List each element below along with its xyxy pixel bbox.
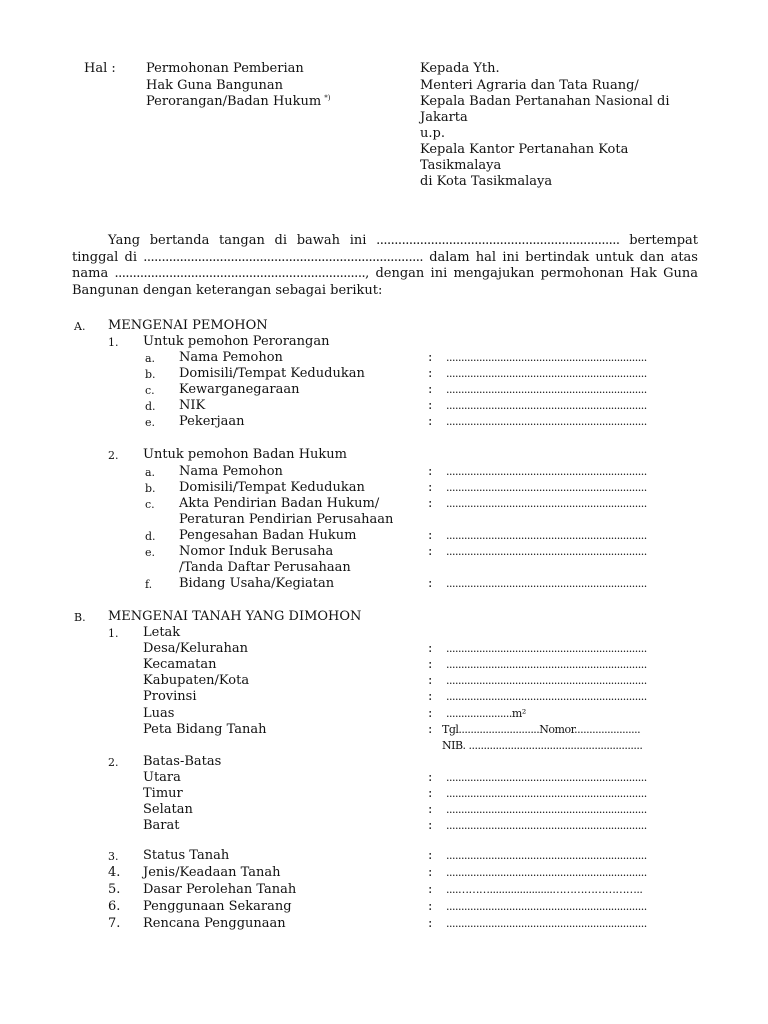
a2-number: 2. [108, 449, 119, 462]
field-dots: ....……….....................…………………….. [446, 883, 643, 896]
b3-label: Status Tanah [143, 848, 230, 863]
b4-label: Jenis/Keadaan Tanah [143, 865, 281, 880]
colon: : [428, 528, 433, 543]
a1-item-letter: c. [145, 384, 155, 397]
a1-item-label: Domisili/Tempat Kedudukan [179, 366, 365, 381]
field-dots: ................................................................... [446, 803, 647, 816]
luas-label: Luas [143, 706, 175, 721]
a2-item-label: Nama Pemohon [179, 464, 283, 479]
b1-item-label: Provinsi [143, 689, 197, 704]
b2-item-label: Utara [143, 770, 181, 785]
colon: : [428, 544, 433, 559]
intro-text-1: Yang bertanda tangan di bawah ini [108, 233, 367, 248]
peta-label: Peta Bidang Tanah [143, 722, 267, 737]
a2-item-letter: b. [145, 482, 156, 495]
intro-paragraph [72, 233, 698, 299]
recipient-line-6: Kepala Kantor Pertanahan Kota [420, 142, 629, 157]
b1-item-label: Kecamatan [143, 657, 217, 672]
colon: : [428, 770, 433, 785]
colon: : [428, 722, 433, 737]
a2-item-label: Bidang Usaha/Kegiatan [179, 576, 335, 591]
a2-item-letter: a. [145, 466, 156, 479]
colon: : [428, 382, 433, 397]
a1-item-letter: d. [145, 400, 156, 413]
a2-item-label: Domisili/Tempat Kedudukan [179, 480, 365, 495]
a2-item-label-cont: /Tanda Daftar Perusahaan [179, 560, 351, 575]
b2-item-label: Barat [143, 818, 180, 833]
field-dots: ................................................................... [446, 577, 647, 590]
a2-title: Untuk pemohon Badan Hukum [143, 447, 347, 462]
nib-value: NIB. .......................................................... [442, 739, 643, 752]
b5-number: 5. [108, 882, 121, 897]
field-dots: ................................................................... [446, 497, 647, 510]
colon: : [428, 576, 433, 591]
field-dots: ................................................................... [446, 819, 647, 832]
field-dots: ................................................................... [446, 771, 647, 784]
subject-line-3-text: Perorangan/Badan Hukum [146, 94, 322, 109]
colon: : [428, 802, 433, 817]
colon: : [428, 689, 433, 704]
section-a-letter: A. [74, 320, 86, 333]
field-dots: ................................................................... [446, 465, 647, 478]
colon: : [428, 641, 433, 656]
a1-item-letter: e. [145, 416, 156, 429]
peta-value: Tgl...........................Nomor...................... [442, 723, 641, 736]
field-dots: ................................................................... [446, 917, 647, 930]
b1-title: Letak [143, 625, 181, 640]
recipient-line-2: Menteri Agraria dan Tata Ruang/ [420, 78, 639, 93]
b2-title: Batas-Batas [143, 754, 222, 769]
b5-label: Dasar Perolehan Tanah [143, 882, 297, 897]
field-dots: ................................................................... [446, 383, 647, 396]
b6-label: Penggunaan Sekarang [143, 899, 292, 914]
b3-number: 3. [108, 850, 119, 863]
colon: : [428, 480, 433, 495]
a1-item-letter: a. [145, 352, 156, 365]
field-dots: ................................................................... [446, 690, 647, 703]
intro-text-3: dalam hal ini bertindak untuk dan atas nama [72, 249, 698, 281]
subject-line-3 [146, 94, 330, 111]
luas-value: ......................m² [446, 707, 526, 720]
colon: : [428, 366, 433, 381]
section-b-letter: B. [74, 611, 86, 624]
subject-line-2: Hak Guna Bangunan [146, 78, 283, 93]
recipient-line-8: di Kota Tasikmalaya [420, 174, 553, 189]
colon: : [428, 848, 433, 863]
field-dots: ................................................................... [446, 481, 647, 494]
b2-number: 2. [108, 756, 119, 769]
recipient-line-1: Kepada Yth. [420, 61, 500, 76]
field-dots: ................................................................... [446, 399, 647, 412]
a1-item-label: Nama Pemohon [179, 350, 283, 365]
recipient-line-4: Jakarta [420, 110, 468, 125]
b7-label: Rencana Penggunaan [143, 916, 286, 931]
field-dots: ................................................................... [446, 900, 647, 913]
b6-number: 6. [108, 899, 121, 914]
colon: : [428, 496, 433, 511]
field-dots: ................................................................... [446, 529, 647, 542]
a2-item-label: Pengesahan Badan Hukum [179, 528, 357, 543]
section-a-title: MENGENAI PEMOHON [108, 318, 268, 333]
b1-item-label: Kabupaten/Kota [143, 673, 250, 688]
colon: : [428, 657, 433, 672]
colon: : [428, 865, 433, 880]
colon: : [428, 882, 433, 897]
a2-item-label: Nomor Induk Berusaha [179, 544, 334, 559]
a2-item-label: Akta Pendirian Badan Hukum/ [179, 496, 380, 511]
b1-item-label: Desa/Kelurahan [143, 641, 248, 656]
field-dots: ................................................................... [446, 674, 647, 687]
on-behalf-dots: ..................................................................... [114, 266, 366, 281]
address-dots: ............................................................................. [143, 249, 423, 265]
signer-name-dots: ................................................................... [376, 233, 620, 248]
a2-item-label-cont: Peraturan Pendirian Perusahaan [179, 512, 394, 527]
field-dots: ................................................................... [446, 367, 647, 380]
a2-item-letter: f. [145, 578, 153, 591]
colon: : [428, 899, 433, 914]
subject-line-1: Permohonan Pemberian [146, 61, 304, 76]
b7-number: 7. [108, 916, 121, 931]
field-dots: ................................................................... [446, 545, 647, 558]
b4-number: 4. [108, 865, 121, 880]
a2-item-letter: d. [145, 530, 156, 543]
b2-item-label: Selatan [143, 802, 193, 817]
recipient-line-7: Tasikmalaya [420, 158, 502, 173]
a1-title: Untuk pemohon Perorangan [143, 334, 330, 349]
colon: : [428, 818, 433, 833]
field-dots: ................................................................... [446, 642, 647, 655]
field-dots: ................................................................... [446, 415, 647, 428]
recipient-line-5: u.p. [420, 126, 445, 141]
subject-footnote-mark: *) [324, 94, 331, 102]
field-dots: ................................................................... [446, 787, 647, 800]
a1-number: 1. [108, 336, 119, 349]
colon: : [428, 916, 433, 931]
hal-label: Hal : [84, 61, 116, 76]
a1-item-label: Pekerjaan [179, 414, 245, 429]
a2-item-letter: e. [145, 546, 156, 559]
colon: : [428, 414, 433, 429]
field-dots: ................................................................... [446, 849, 647, 862]
colon: : [428, 786, 433, 801]
a1-item-label: Kewarganegaraan [179, 382, 300, 397]
a1-item-label: NIK [179, 398, 206, 413]
colon: : [428, 398, 433, 413]
section-b-title: MENGENAI TANAH YANG DIMOHON [108, 609, 362, 624]
recipient-line-3: Kepala Badan Pertanahan Nasional di [420, 94, 670, 109]
field-dots: ................................................................... [446, 866, 647, 879]
colon: : [428, 464, 433, 479]
b1-number: 1. [108, 627, 119, 640]
colon: : [428, 350, 433, 365]
b2-item-label: Timur [143, 786, 183, 801]
field-dots: ................................................................... [446, 658, 647, 671]
intro-text-4: , dengan ini mengajukan permohonan Hak Guna Bangunan dengan keterangan sebagai berikut: [72, 266, 698, 298]
field-dots: ................................................................... [446, 351, 647, 364]
colon: : [428, 673, 433, 688]
a1-item-letter: b. [145, 368, 156, 381]
colon: : [428, 706, 433, 721]
intro-text-2: bertempat tinggal di [72, 233, 698, 265]
a2-item-letter: c. [145, 498, 155, 511]
